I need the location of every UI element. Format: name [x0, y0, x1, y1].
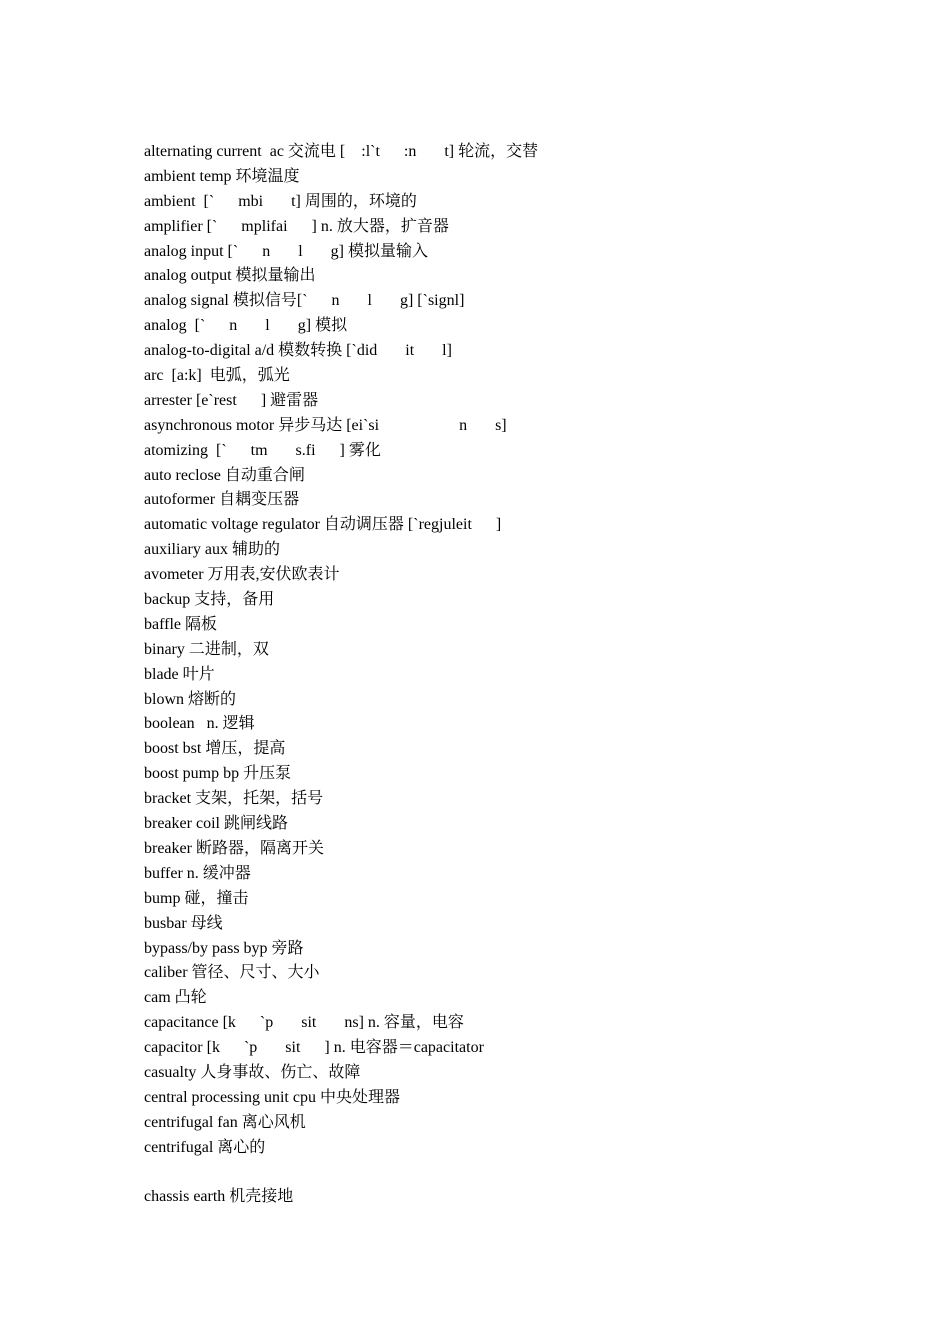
- glossary-entry: centrifugal 离心的: [144, 1138, 266, 1156]
- glossary-entry: bump 碰，撞击: [144, 889, 249, 907]
- glossary-entry: buffer n. 缓冲器: [144, 864, 251, 882]
- glossary-entry: blown 熔断的: [144, 690, 237, 708]
- glossary-entry: baffle 隔板: [144, 615, 218, 633]
- glossary-entry: central processing unit cpu 中央处理器: [144, 1088, 400, 1106]
- glossary-entry: ambient temp 环境温度: [144, 167, 300, 185]
- glossary-entry: backup 支持，备用: [144, 591, 275, 609]
- glossary-entry: boost pump bp 升压泵: [144, 765, 292, 783]
- glossary-entry: capacitance [k `p sit ns] n. 容量，电容: [144, 1014, 464, 1032]
- glossary-entry: caliber 管径、尺寸、大小: [144, 964, 320, 982]
- glossary-entry: avometer 万用表,安伏欧表计: [144, 566, 340, 584]
- glossary-entry: centrifugal fan 离心风机: [144, 1113, 306, 1131]
- glossary-entry: cam 凸轮: [144, 989, 207, 1007]
- glossary-entry: alternating current ac 交流电 [ :l`t :n t] 轮流，交替: [144, 143, 539, 160]
- glossary-entry: casualty 人身事故、伤亡、故障: [144, 1063, 361, 1081]
- glossary-entry: boost bst 增压，提高: [144, 740, 286, 758]
- glossary-entry: amplifier [` mplifai ] n. 放大器，扩音器: [144, 217, 449, 235]
- glossary-entry: bracket 支架，托架，括号: [144, 790, 324, 808]
- glossary-entry: asynchronous motor 异步马达 [ei`si n s]: [144, 416, 507, 434]
- glossary-entry: blade 叶片: [144, 665, 215, 683]
- glossary-entry: capacitor [k `p sit ] n. 电容器＝capacitator: [144, 1039, 484, 1057]
- glossary-entry: analog output 模拟量输出: [144, 267, 316, 285]
- glossary-list: [144, 140, 904, 1210]
- glossary-entry: analog [` n l g] 模拟: [144, 317, 348, 335]
- glossary-entry: bypass/by pass byp 旁路: [144, 939, 304, 957]
- glossary-entry: autoformer 自耦变压器: [144, 491, 300, 509]
- glossary-entry: arrester [e`rest ] 避雷器: [144, 391, 319, 409]
- glossary-entry: arc [a:k] 电弧，弧光: [144, 367, 290, 385]
- glossary-entry: auxiliary aux 辅助的: [144, 541, 280, 559]
- glossary-entry: auto reclose 自动重合闸: [144, 466, 305, 484]
- glossary-entry: breaker 断路器，隔离开关: [144, 839, 324, 857]
- glossary-entry: analog-to-digital a/d 模数转换 [`did it l]: [144, 342, 452, 360]
- glossary-entry: binary 二进制，双: [144, 640, 269, 658]
- glossary-entry: atomizing [` tm s.fi ] 雾化: [144, 441, 381, 459]
- glossary-entry: breaker coil 跳闸线路: [144, 815, 288, 833]
- glossary-entry: ambient [` mbi t] 周围的，环境的: [144, 192, 417, 210]
- glossary-entry: automatic voltage regulator 自动调压器 [`regjuleit ]: [144, 516, 502, 534]
- glossary-entry: analog input [` n l g] 模拟量输入: [144, 242, 428, 260]
- blank-line: [144, 1161, 904, 1186]
- glossary-entry: boolean n. 逻辑: [144, 715, 255, 733]
- glossary-entry: busbar 母线: [144, 914, 223, 932]
- glossary-entry: analog signal 模拟信号[` n l g] [`signl]: [144, 292, 465, 310]
- glossary-entry: chassis earth 机壳接地: [144, 1188, 294, 1206]
